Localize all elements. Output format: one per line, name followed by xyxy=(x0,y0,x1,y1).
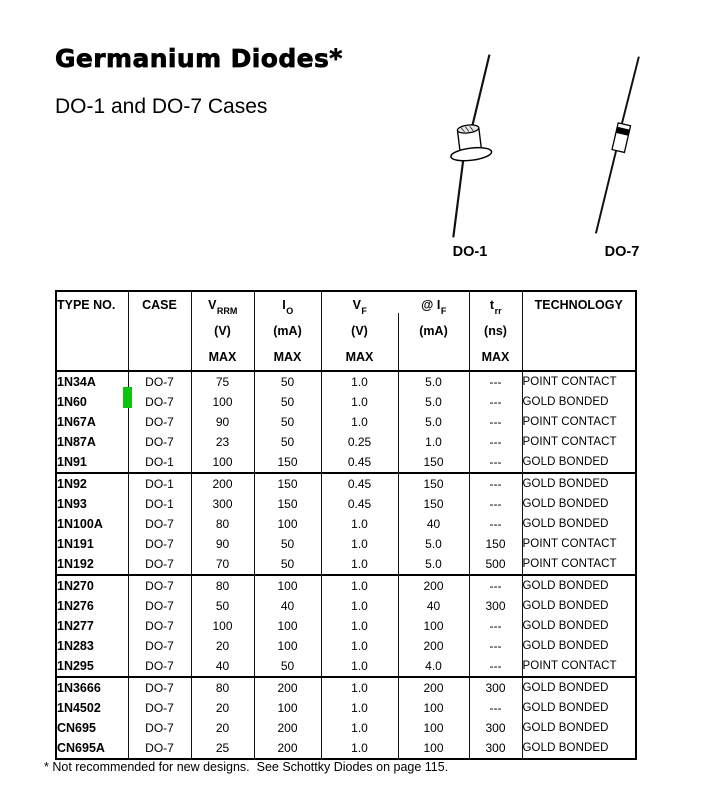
cell-vrrm: 25 xyxy=(191,738,254,759)
header-max xyxy=(399,344,469,370)
table-row xyxy=(56,534,636,554)
do7-label: DO-7 xyxy=(604,244,640,260)
cell-vf: 0.45 xyxy=(321,452,398,473)
col-header-case xyxy=(128,291,191,371)
cell-trr: --- xyxy=(469,452,522,473)
cell-at-if: 4.0 xyxy=(398,656,469,677)
cell-vrrm: 100 xyxy=(191,616,254,636)
cell-vrrm: 90 xyxy=(191,412,254,432)
cell-vf: 1.0 xyxy=(321,554,398,575)
cell-vf: 0.45 xyxy=(321,473,398,494)
table-row xyxy=(56,412,636,432)
cell-case: DO-7 xyxy=(128,392,191,412)
cell-case: DO-7 xyxy=(128,371,191,392)
table-row xyxy=(56,596,636,616)
cell-vrrm: 75 xyxy=(191,371,254,392)
header-line1: @ $I_F$ xyxy=(421,298,447,316)
header-max: MAX xyxy=(208,350,237,364)
cell-io: 50 xyxy=(254,554,321,575)
cell-technology: POINT CONTACT xyxy=(522,412,636,432)
header-unit: (V) xyxy=(351,324,368,338)
cell-at-if: 100 xyxy=(398,698,469,718)
cell-trr: --- xyxy=(469,575,522,596)
header-max: MAX xyxy=(345,350,374,364)
cell-trr: 300 xyxy=(469,718,522,738)
cell-type-no: 1N67A xyxy=(57,415,96,429)
cell-io: 50 xyxy=(254,534,321,554)
do1-drawing xyxy=(447,55,492,238)
cell-type-no: 1N191 xyxy=(57,537,94,551)
do7-drawing xyxy=(596,57,639,234)
cell-type-no: 1N91 xyxy=(57,455,87,469)
col-header-technology xyxy=(522,291,636,371)
cell-technology: POINT CONTACT xyxy=(522,534,636,554)
header-unit: (mA) xyxy=(273,324,302,338)
cell-technology: POINT CONTACT xyxy=(522,371,636,392)
cell-case: DO-7 xyxy=(128,575,191,596)
cell-vrrm: 80 xyxy=(191,677,254,698)
cell-vrrm: 50 xyxy=(191,596,254,616)
cell-vf: 1.0 xyxy=(321,738,398,759)
cell-io: 150 xyxy=(254,473,321,494)
table-row xyxy=(56,514,636,534)
header-line1: CASE xyxy=(142,298,177,312)
cell-trr: --- xyxy=(469,656,522,677)
diode-package-figure xyxy=(430,40,670,250)
col-header-type-no xyxy=(56,291,128,371)
cell-vrrm: 300 xyxy=(191,494,254,514)
cell-case: DO-7 xyxy=(128,636,191,656)
cell-vf: 1.0 xyxy=(321,514,398,534)
cell-type-no: 1N192 xyxy=(57,557,94,571)
cell-at-if: 5.0 xyxy=(398,412,469,432)
cell-vrrm: 20 xyxy=(191,718,254,738)
cell-io: 50 xyxy=(254,371,321,392)
header-row xyxy=(56,291,636,371)
cell-type-no: 1N34A xyxy=(57,375,96,389)
cell-at-if: 150 xyxy=(398,494,469,514)
cell-type-no: 1N4502 xyxy=(57,701,101,715)
cell-vrrm: 80 xyxy=(191,575,254,596)
cell-io: 40 xyxy=(254,596,321,616)
cell-trr: 500 xyxy=(469,554,522,575)
cell-vrrm: 23 xyxy=(191,432,254,452)
cell-case: DO-7 xyxy=(128,677,191,698)
cell-vf: 1.0 xyxy=(321,575,398,596)
cell-trr: --- xyxy=(469,473,522,494)
cell-vf: 1.0 xyxy=(321,677,398,698)
cell-io: 50 xyxy=(254,432,321,452)
col-header-vrrm xyxy=(191,291,254,371)
cell-case: DO-7 xyxy=(128,432,191,452)
table-row xyxy=(56,452,636,473)
cell-io: 50 xyxy=(254,392,321,412)
cell-case: DO-7 xyxy=(128,738,191,759)
col-header-vf xyxy=(321,291,398,371)
table-row xyxy=(56,616,636,636)
cell-technology: GOLD BONDED xyxy=(522,718,636,738)
cell-technology: GOLD BONDED xyxy=(522,596,636,616)
header-unit: (V) xyxy=(214,324,231,338)
cell-at-if: 200 xyxy=(398,575,469,596)
cell-vf: 1.0 xyxy=(321,596,398,616)
cell-trr: 300 xyxy=(469,677,522,698)
cell-trr: --- xyxy=(469,392,522,412)
cell-case: DO-7 xyxy=(128,514,191,534)
cell-technology: GOLD BONDED xyxy=(522,616,636,636)
cell-technology: GOLD BONDED xyxy=(522,636,636,656)
cell-io: 150 xyxy=(254,452,321,473)
col-header-trr xyxy=(469,291,522,371)
table-row xyxy=(56,677,636,698)
cell-trr: --- xyxy=(469,636,522,656)
cell-at-if: 200 xyxy=(398,636,469,656)
header-line1: TYPE NO. xyxy=(57,298,116,312)
cell-technology: GOLD BONDED xyxy=(522,473,636,494)
header-line1: $V_{RRM}$ xyxy=(208,298,238,316)
cell-vf: 1.0 xyxy=(321,698,398,718)
page-title: Germanium Diodes* xyxy=(55,44,343,73)
cell-io: 200 xyxy=(254,738,321,759)
page-subtitle: DO-1 and DO-7 Cases xyxy=(55,95,268,118)
cell-at-if: 200 xyxy=(398,677,469,698)
table-row xyxy=(56,392,636,412)
header-unit: (ns) xyxy=(484,324,507,338)
table-row xyxy=(56,575,636,596)
cell-trr: --- xyxy=(469,371,522,392)
cell-technology: POINT CONTACT xyxy=(522,554,636,575)
cell-vrrm: 40 xyxy=(191,656,254,677)
cell-type-no: 1N92 xyxy=(57,477,87,491)
header-max: MAX xyxy=(481,350,510,364)
cell-technology: POINT CONTACT xyxy=(522,432,636,452)
header-line1: $I_O$ xyxy=(282,298,294,316)
cell-at-if: 5.0 xyxy=(398,534,469,554)
cell-technology: GOLD BONDED xyxy=(522,738,636,759)
cell-trr: --- xyxy=(469,494,522,514)
cell-at-if: 100 xyxy=(398,738,469,759)
cell-vf: 1.0 xyxy=(321,616,398,636)
col-header-io xyxy=(254,291,321,371)
cell-at-if: 5.0 xyxy=(398,371,469,392)
cell-technology: GOLD BONDED xyxy=(522,452,636,473)
cell-trr: 300 xyxy=(469,596,522,616)
cell-vf: 1.0 xyxy=(321,718,398,738)
cell-type-no: 1N270 xyxy=(57,579,94,593)
cell-vrrm: 70 xyxy=(191,554,254,575)
cell-type-no: CN695 xyxy=(57,721,96,735)
highlight-marker xyxy=(123,387,132,408)
cell-trr: 300 xyxy=(469,738,522,759)
cell-vf: 1.0 xyxy=(321,534,398,554)
cell-at-if: 1.0 xyxy=(398,432,469,452)
cell-case: DO-7 xyxy=(128,656,191,677)
col-header-at-if xyxy=(398,291,469,371)
cell-type-no: 1N295 xyxy=(57,659,94,673)
cell-at-if: 5.0 xyxy=(398,554,469,575)
cell-case: DO-1 xyxy=(128,473,191,494)
cell-type-no: CN695A xyxy=(57,741,105,755)
table-row xyxy=(56,636,636,656)
cell-at-if: 40 xyxy=(398,514,469,534)
table-row xyxy=(56,473,636,494)
cell-at-if: 100 xyxy=(398,718,469,738)
cell-vf: 1.0 xyxy=(321,656,398,677)
cell-case: DO-7 xyxy=(128,534,191,554)
cell-type-no: 1N283 xyxy=(57,639,94,653)
cell-trr: --- xyxy=(469,514,522,534)
table-row xyxy=(56,698,636,718)
header-line1: $t_{rr}$ xyxy=(489,298,502,316)
cell-vf: 1.0 xyxy=(321,392,398,412)
cell-case: DO-7 xyxy=(128,616,191,636)
cell-vrrm: 100 xyxy=(191,392,254,412)
do1-label: DO-1 xyxy=(452,244,488,260)
cell-type-no: 1N3666 xyxy=(57,681,101,695)
header-border-gap xyxy=(396,292,402,313)
cell-vf: 1.0 xyxy=(321,412,398,432)
cell-technology: GOLD BONDED xyxy=(522,575,636,596)
cell-trr: --- xyxy=(469,412,522,432)
cell-io: 50 xyxy=(254,656,321,677)
cell-at-if: 150 xyxy=(398,473,469,494)
cell-trr: 150 xyxy=(469,534,522,554)
cell-type-no: 1N277 xyxy=(57,619,94,633)
cell-technology: GOLD BONDED xyxy=(522,677,636,698)
cell-case: DO-7 xyxy=(128,554,191,575)
cell-technology: GOLD BONDED xyxy=(522,494,636,514)
cell-case: DO-7 xyxy=(128,718,191,738)
cell-at-if: 100 xyxy=(398,616,469,636)
cell-case: DO-7 xyxy=(128,412,191,432)
table-row xyxy=(56,371,636,392)
cell-case: DO-1 xyxy=(128,452,191,473)
cell-io: 100 xyxy=(254,514,321,534)
cell-vrrm: 200 xyxy=(191,473,254,494)
cell-vf: 1.0 xyxy=(321,371,398,392)
cell-case: DO-1 xyxy=(128,494,191,514)
table-row xyxy=(56,656,636,677)
cell-io: 100 xyxy=(254,575,321,596)
header-max: MAX xyxy=(273,350,302,364)
cell-case: DO-7 xyxy=(128,698,191,718)
table-row xyxy=(56,432,636,452)
cell-io: 50 xyxy=(254,412,321,432)
cell-vf: 0.45 xyxy=(321,494,398,514)
cell-technology: GOLD BONDED xyxy=(522,392,636,412)
header-line1: TECHNOLOGY xyxy=(534,298,623,312)
cell-trr: --- xyxy=(469,698,522,718)
header-line1: $V_F$ xyxy=(352,298,367,316)
cell-type-no: 1N100A xyxy=(57,517,103,531)
cell-vrrm: 20 xyxy=(191,636,254,656)
header-unit: (mA) xyxy=(419,324,448,338)
diode-spec-table xyxy=(55,290,637,760)
cell-vf: 0.25 xyxy=(321,432,398,452)
cell-type-no: 1N60 xyxy=(57,395,87,409)
cell-technology: POINT CONTACT xyxy=(522,656,636,677)
cell-vrrm: 20 xyxy=(191,698,254,718)
cell-io: 100 xyxy=(254,616,321,636)
cell-io: 200 xyxy=(254,677,321,698)
table-row xyxy=(56,494,636,514)
cell-vrrm: 100 xyxy=(191,452,254,473)
cell-trr: --- xyxy=(469,616,522,636)
table-row xyxy=(56,554,636,575)
table-row xyxy=(56,738,636,759)
cell-io: 200 xyxy=(254,718,321,738)
cell-at-if: 5.0 xyxy=(398,392,469,412)
cell-type-no: 1N87A xyxy=(57,435,96,449)
cell-vrrm: 90 xyxy=(191,534,254,554)
cell-trr: --- xyxy=(469,432,522,452)
cell-case: DO-7 xyxy=(128,596,191,616)
cell-at-if: 40 xyxy=(398,596,469,616)
cell-vf: 1.0 xyxy=(321,636,398,656)
cell-at-if: 150 xyxy=(398,452,469,473)
cell-io: 100 xyxy=(254,636,321,656)
cell-type-no: 1N93 xyxy=(57,497,87,511)
cell-type-no: 1N276 xyxy=(57,599,94,613)
cell-technology: GOLD BONDED xyxy=(522,698,636,718)
table-row xyxy=(56,718,636,738)
cell-io: 150 xyxy=(254,494,321,514)
cell-technology: GOLD BONDED xyxy=(522,514,636,534)
footnote: * Not recommended for new designs. See Schottky Diodes on page 115. xyxy=(44,760,449,774)
cell-vrrm: 80 xyxy=(191,514,254,534)
cell-io: 100 xyxy=(254,698,321,718)
